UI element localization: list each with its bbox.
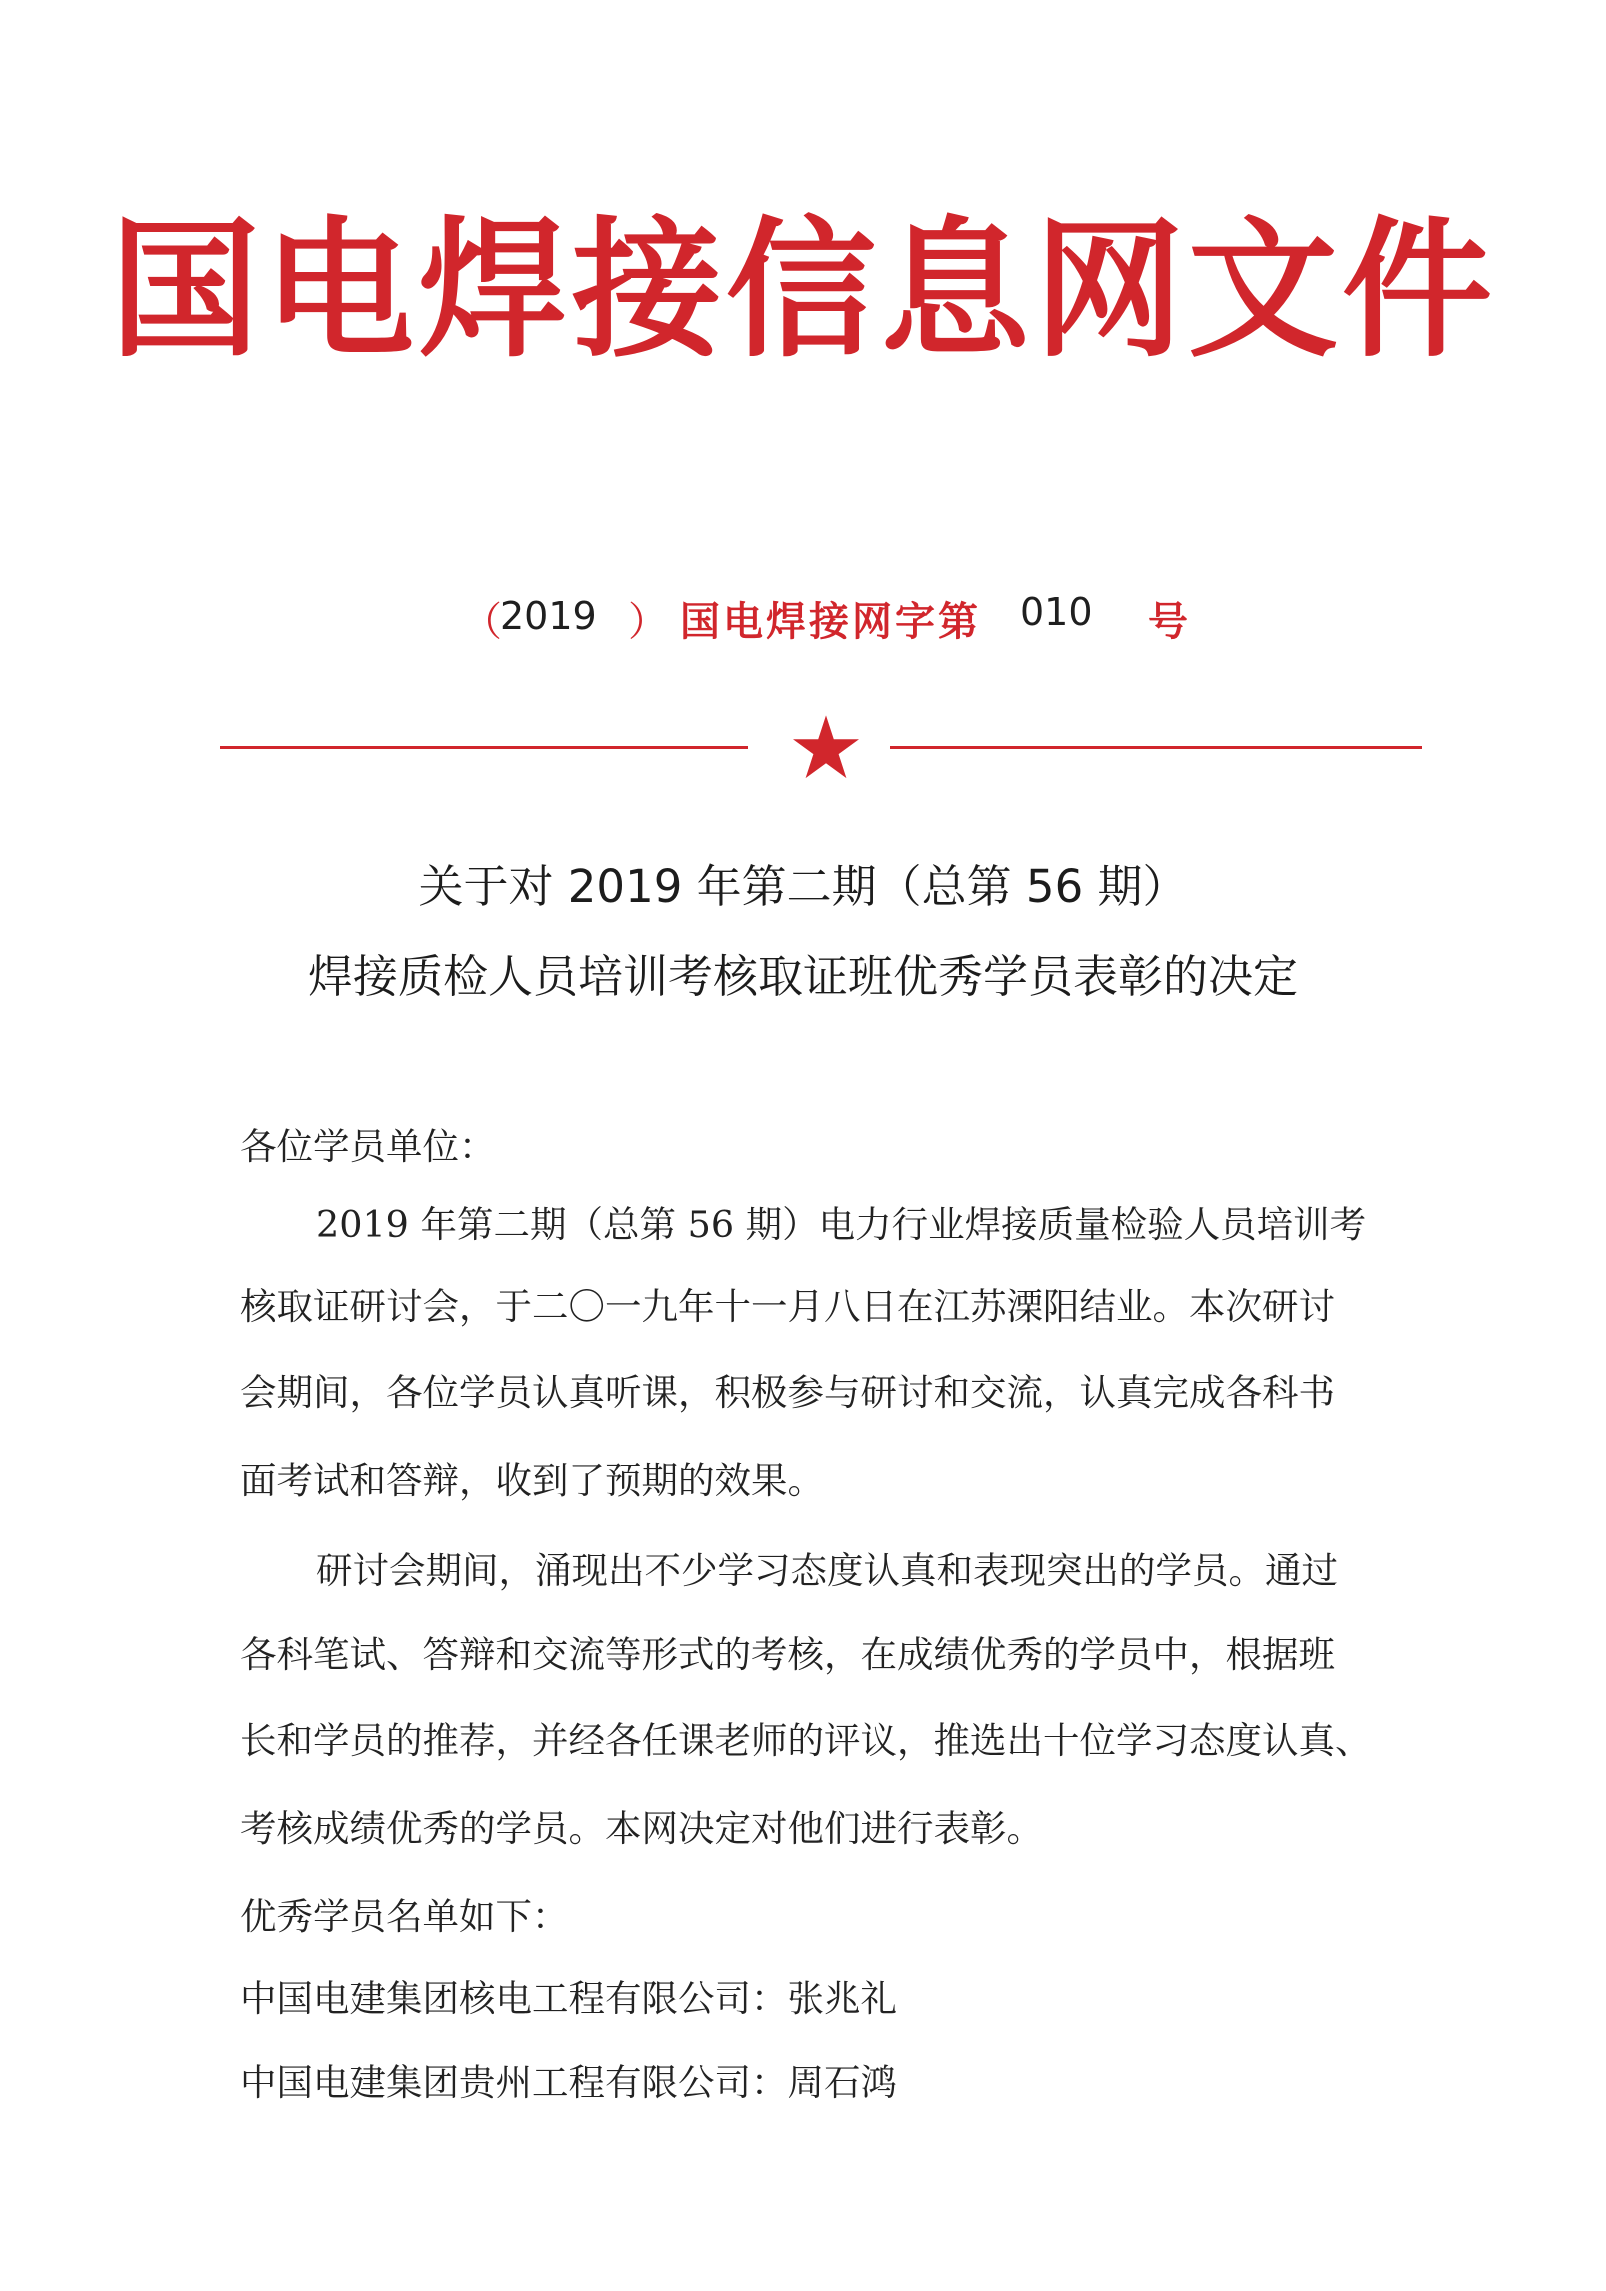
doc-number-paren-open: （ <box>462 599 502 645</box>
doc-number-prefix: 国电焊接网字第 <box>680 598 981 645</box>
body-line: 考核成绩优秀的学员。本网决定对他们进行表彰。 <box>240 1807 1043 1850</box>
doc-number-paren-close: ） <box>628 599 668 645</box>
student-entry <box>240 2054 897 2106</box>
header-rule-left <box>220 746 748 749</box>
body-line: 长和学员的推荐，并经各任课老师的评议，推选出十位学习态度认真、 <box>240 1719 1372 1762</box>
student-company: 中国电建集团核电工程有限公司： <box>240 1977 788 2020</box>
salutation: 各位学员单位： <box>240 1125 496 1168</box>
doc-number-value: 010 <box>1020 590 1093 634</box>
decision-title-line-2: 焊接质检人员培训考核取证班优秀学员表彰的决定 <box>307 950 1298 1003</box>
student-name: 张兆礼 <box>787 1977 897 2020</box>
body-line: 2019 年第二期（总第 56 期）电力行业焊接质量检验人员培训考 <box>316 1203 1367 1246</box>
body-line: 面考试和答辩，收到了预期的效果。 <box>240 1459 824 1502</box>
doc-number-suffix: 号 <box>1148 598 1191 645</box>
doc-number-year: 2019 <box>500 594 597 638</box>
decision-title-line-1: 关于对 2019 年第二期（总第 56 期） <box>418 860 1188 913</box>
student-entry <box>240 1970 897 2022</box>
student-name: 周石鸿 <box>787 2061 897 2104</box>
document-masthead: 国电焊接信息网文件 <box>109 202 1496 378</box>
student-list-intro: 优秀学员名单如下： <box>240 1895 569 1938</box>
header-rule-right <box>890 746 1422 749</box>
student-company: 中国电建集团贵州工程有限公司： <box>240 2061 788 2104</box>
red-star-icon <box>793 715 859 779</box>
body-line: 研讨会期间，涌现出不少学习态度认真和表现突出的学员。通过 <box>316 1549 1338 1592</box>
document-number <box>0 590 1606 650</box>
body-line: 会期间，各位学员认真听课，积极参与研讨和交流，认真完成各科书 <box>240 1371 1335 1414</box>
body-line: 各科笔试、答辩和交流等形式的考核，在成绩优秀的学员中，根据班 <box>240 1633 1335 1676</box>
body-line: 核取证研讨会，于二〇一九年十一月八日在江苏溧阳结业。本次研讨 <box>240 1285 1335 1328</box>
